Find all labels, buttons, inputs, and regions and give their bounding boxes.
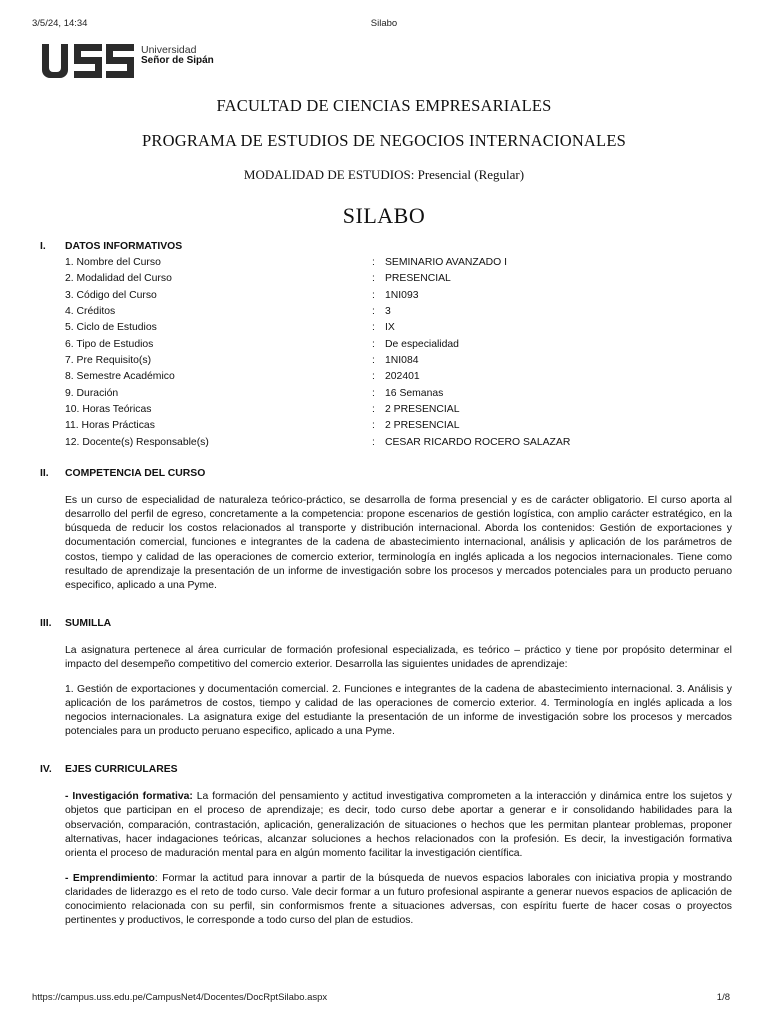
section-number: IV. [40, 764, 52, 776]
info-value: 2 PRESENCIAL [385, 404, 460, 416]
info-value: PRESENCIAL [385, 273, 451, 285]
document-title-block [0, 96, 768, 229]
section-heading-sumilla [40, 617, 732, 632]
info-label: 5. Ciclo de Estudios [65, 322, 157, 334]
course-info-table [65, 256, 732, 452]
logo-name-text: Señor de Sipán [141, 55, 214, 66]
ejes-investigacion-paragraph [65, 790, 732, 860]
syllabus-content [40, 240, 732, 928]
info-colon: : [372, 404, 375, 416]
print-datetime: 3/5/24, 14:34 [32, 18, 88, 29]
info-label: 8. Semestre Académico [65, 371, 175, 383]
emprendimiento-label: - Emprendimiento [65, 872, 155, 884]
info-label: 1. Nombre del Curso [65, 257, 161, 268]
info-colon: : [372, 436, 375, 448]
investigacion-label: - Investigación formativa: [65, 791, 193, 803]
section-number: III. [40, 617, 52, 629]
info-row [65, 256, 732, 272]
logo-university-text: Universidad [141, 44, 197, 56]
info-value: SEMINARIO AVANZADO I [385, 257, 508, 268]
info-colon: : [372, 289, 375, 301]
page-number: 1/8 [716, 992, 730, 1003]
info-colon: : [372, 273, 375, 285]
info-row [65, 338, 732, 354]
info-label: 12. Docente(s) Responsable(s) [65, 436, 209, 448]
section-heading-ejes [40, 763, 732, 778]
ejes-emprendimiento-paragraph [65, 872, 732, 928]
info-label: 7. Pre Requisito(s) [65, 355, 152, 367]
info-label: 11. Horas Prácticas [65, 420, 155, 432]
info-colon: : [372, 306, 375, 318]
info-row [65, 289, 732, 305]
page-url: https://campus.uss.edu.pe/CampusNet4/Docentes/DocRptSilabo.aspx [32, 992, 328, 1003]
document-title: SILABO [342, 203, 426, 228]
modality-line: MODALIDAD DE ESTUDIOS: Presencial (Regular) [243, 167, 525, 182]
info-value: CESAR RICARDO ROCERO SALAZAR [385, 436, 571, 448]
info-colon: : [372, 371, 375, 383]
info-value: IX [385, 322, 395, 334]
info-colon: : [372, 355, 375, 367]
section-title: DATOS INFORMATIVOS [65, 241, 183, 252]
section-title: EJES CURRICULARES [65, 764, 178, 776]
emprendimiento-text: : Formar la actitud para innovar a partir de la búsqueda de nuevos espacios laborales con iniciativa propia y mostrando claridades de liderazgo es el reto de todo curso. Vale decir formar a un futuro profesional aspirante a generar nuevos espacios de aplicación de conocimiento relacionada con su perfil, sin conformismos frente a situaciones adversas, con espíritu fuerte de hacer cosas o proyectos pertinentes y productivos, le corresponde a todo curso del plan de estudios. [65, 872, 732, 927]
info-label: 4. Créditos [65, 306, 116, 318]
info-row [65, 354, 732, 370]
info-label: 6. Tipo de Estudios [65, 338, 154, 350]
info-value: 3 [385, 306, 391, 318]
info-colon: : [372, 338, 375, 350]
section-title: COMPETENCIA DEL CURSO [65, 468, 206, 480]
section-heading-competencia [40, 467, 732, 482]
section-number: II. [40, 468, 49, 480]
info-label: 9. Duración [65, 387, 119, 399]
section-heading-datos [40, 240, 732, 255]
info-colon: : [372, 420, 375, 432]
info-value: 16 Semanas [385, 387, 444, 399]
info-value: 1NI084 [385, 355, 419, 367]
info-colon: : [372, 322, 375, 334]
info-row [65, 419, 732, 435]
section-number: I. [40, 241, 46, 252]
info-label: 10. Horas Teóricas [65, 404, 152, 416]
info-value: 202401 [385, 371, 420, 383]
info-colon: : [372, 257, 375, 268]
competencia-paragraph: Es un curso de especialidad de naturaleza teórico-práctico, se desarrolla de forma presencial y es de carácter obligatorio. El curso aporta al desarrollo del perfil de egreso, concretamente a la competencia: propone escenarios de gestión logística, con amplio carácter estratégico, en la búsqueda de reducir los costos relacionados al transporte y distribución internacional. Aborda los contenidos: Gestión de exportaciones y documentación comercial, funciones e integrantes de la cadena de abastecimiento internacional, análisis y aplicación de los parámetros de costos, tiempo y calidad de las operaciones de comercio exterior, terminología en inglés aplicada a los negocios internacionales. Tiene como resultado de aprendizaje la presentación de un informe de investigación sobre los procesos y mercados potenciales para un producto peruano especifico, aplicado a una Pyme. [65, 495, 732, 591]
sumilla-paragraph: La asignatura pertenece al área curricular de formación profesional especializada, es teórico – práctico y tiene por propósito determinar el impacto del desempeño competitivo del comercio exterior. Desarrolla las siguientes unidades de aprendizaje: [65, 644, 732, 670]
info-row [65, 305, 732, 321]
investigacion-text: La formación del pensamiento y actitud investigativa comprometen a la interacción y dinámica entre los sujetos y objetos que participan en el proceso de aprendizaje; es decir, todo curso debe aportar a generar e ir consolidando habilidades para la observación, comparación, contrastación, aplicación, generalización de situaciones o hechos que les permitan plantear problemas, proponer alternativas, hacer indagaciones teóricas, alcanzar soluciones a hechos relacionados con la profesión. Es decir, la investigación formativa orienta el proceso de maduración mental para en algún momento facilitar la investigación científica. [65, 791, 732, 859]
program-title: PROGRAMA DE ESTUDIOS DE NEGOCIOS INTERNACIONALES [142, 131, 626, 150]
sumilla-units-paragraph: 1. Gestión de exportaciones y documentación comercial. 2. Funciones e integrantes de la cadena de abastecimiento internacional. 3. Análisis y aplicación de los parámetros de costos, tiempo y calidad de las operaciones de comercio exterior. 4. Terminología en inglés aplicada a los negocios internacionales. La asignatura exige del estudiante la presentación de un informe de investigación sobre los procesos y mercados potenciales para un producto peruano especifico, aplicado a una Pyme. [65, 683, 732, 738]
info-row [65, 436, 732, 452]
info-colon: : [372, 387, 375, 399]
info-row [65, 370, 732, 386]
info-value: 1NI093 [385, 289, 419, 301]
info-row [65, 387, 732, 403]
info-row [65, 403, 732, 419]
info-row [65, 272, 732, 288]
info-label: 3. Código del Curso [65, 289, 157, 301]
info-row [65, 321, 732, 337]
section-title: SUMILLA [65, 617, 112, 629]
info-value: De especialidad [385, 338, 459, 350]
faculty-title: FACULTAD DE CIENCIAS EMPRESARIALES [216, 96, 552, 115]
university-logo [40, 42, 240, 86]
print-footer [32, 992, 736, 1006]
info-label: 2. Modalidad del Curso [65, 273, 172, 285]
print-page-title: Silabo [370, 18, 398, 29]
uss-logo-mark-icon [40, 42, 138, 80]
info-value: 2 PRESENCIAL [385, 420, 460, 432]
print-header [32, 18, 736, 32]
